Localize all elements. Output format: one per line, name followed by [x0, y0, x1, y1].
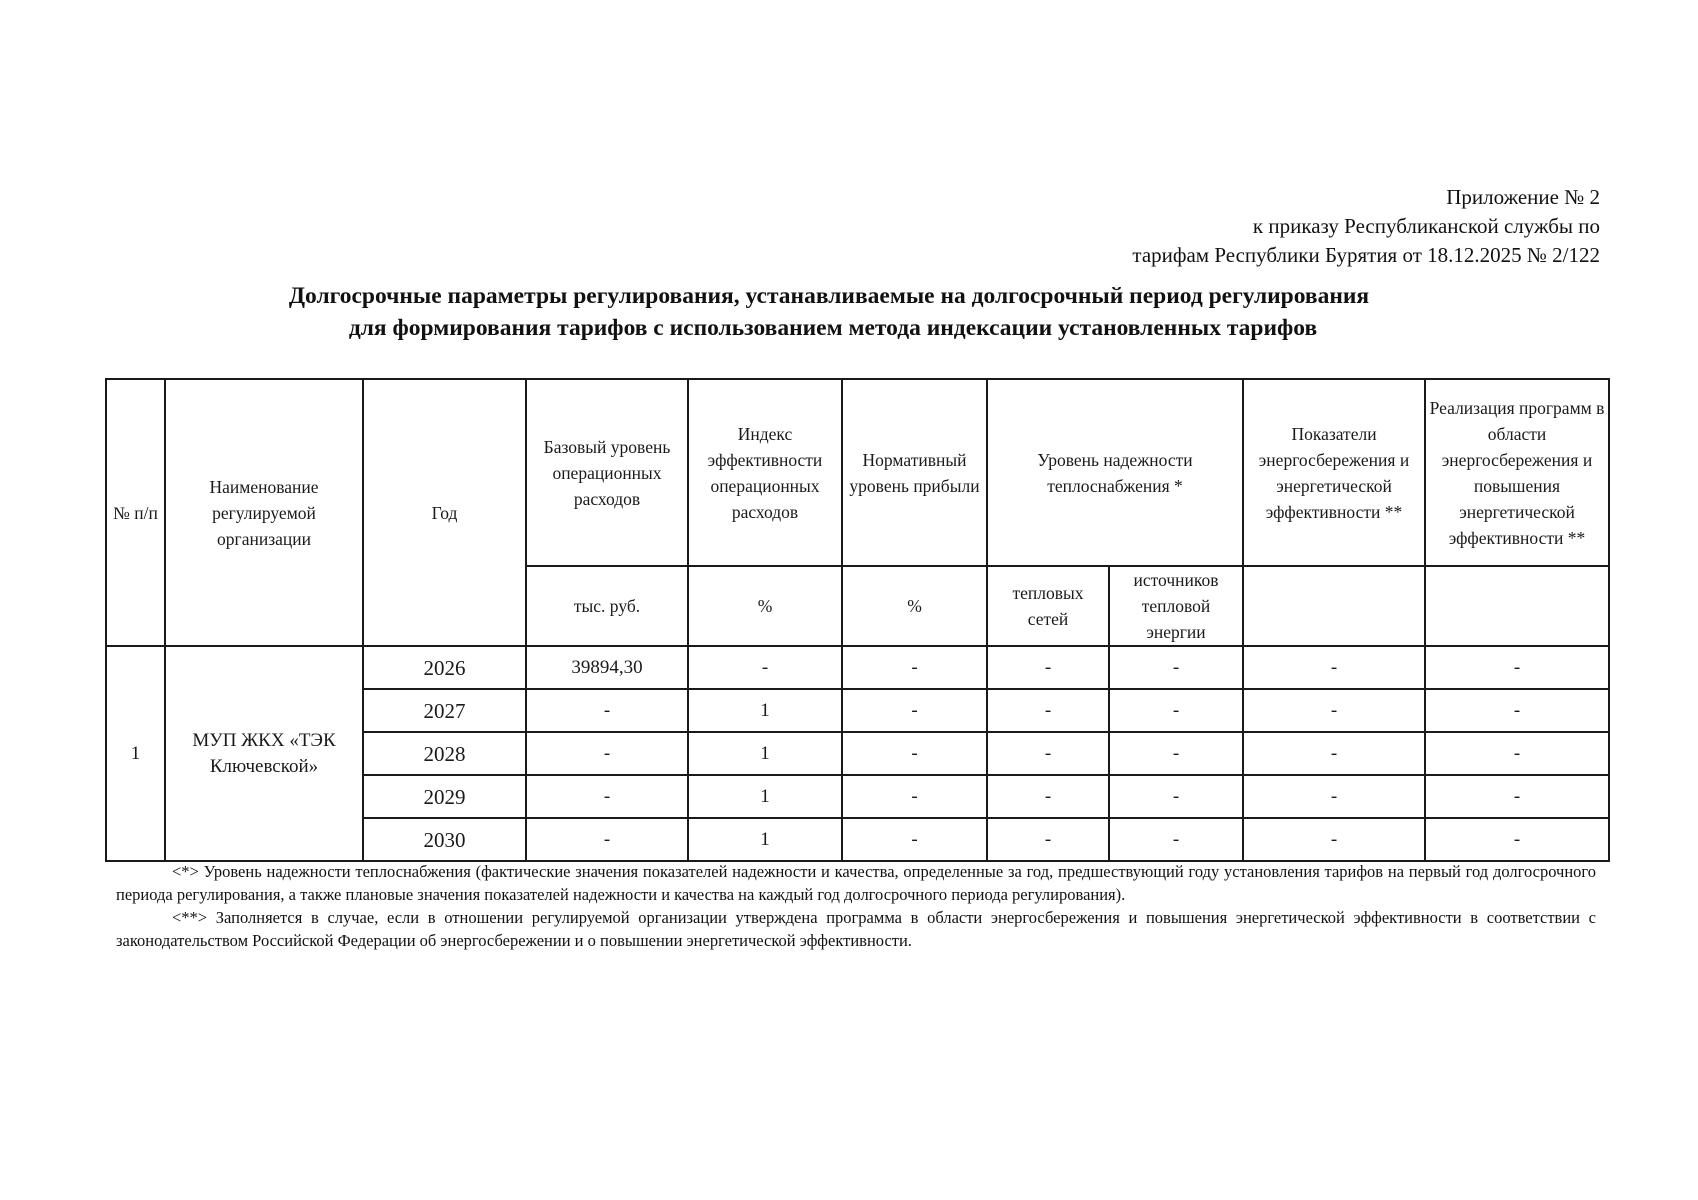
- programs-cell: -: [1425, 689, 1609, 732]
- heat-networks-cell: -: [987, 732, 1109, 775]
- efficiency-index-cell: 1: [688, 732, 842, 775]
- profit-cell: -: [842, 775, 987, 818]
- title-line-2: для формирования тарифов с использованием метода индексации установленных тарифов: [348, 315, 1318, 341]
- programs-cell: -: [1425, 646, 1609, 689]
- header-programs: Реализация программ в области энергосбережения и повышения энергетической эффективности **: [1425, 379, 1609, 566]
- appendix-number: Приложение № 2: [1446, 185, 1600, 209]
- title-line-1: Долгосрочные параметры регулирования, устанавливаемые на долгосрочный период регулирования: [288, 283, 1370, 309]
- header-base-costs: Базовый уровень операционных расходов: [526, 379, 688, 566]
- heat-networks-cell: -: [987, 646, 1109, 689]
- header-org: Наименование регулируемой организации: [165, 379, 363, 646]
- table-row: [106, 646, 1609, 689]
- year-cell: 2028: [363, 732, 526, 775]
- unit-base-costs: тыс. руб.: [526, 566, 688, 646]
- heat-networks-cell: -: [987, 775, 1109, 818]
- profit-cell: -: [842, 732, 987, 775]
- header-reliability: Уровень надежности теплоснабжения *: [987, 379, 1243, 566]
- unit-heat-networks: тепловых сетей: [987, 566, 1109, 646]
- header-year: Год: [363, 379, 526, 646]
- appendix-order-date: тарифам Республики Бурятия от 18.12.2025 № 2/122: [1132, 243, 1600, 267]
- heat-sources-cell: -: [1109, 818, 1243, 861]
- profit-cell: -: [842, 646, 987, 689]
- unit-energy-saving: [1243, 566, 1425, 646]
- year-cell: 2026: [363, 646, 526, 689]
- energy-saving-cell: -: [1243, 689, 1425, 732]
- efficiency-index-cell: -: [688, 646, 842, 689]
- document-title: [0, 280, 1698, 344]
- heat-sources-cell: -: [1109, 732, 1243, 775]
- base-costs-cell: -: [526, 732, 688, 775]
- programs-cell: -: [1425, 818, 1609, 861]
- efficiency-index-cell: 1: [688, 689, 842, 732]
- appendix-order-ref: к приказу Республиканской службы по: [1252, 214, 1600, 238]
- heat-sources-cell: -: [1109, 775, 1243, 818]
- heat-sources-cell: -: [1109, 646, 1243, 689]
- header-profit: Нормативный уровень прибыли: [842, 379, 987, 566]
- footnotes: [116, 860, 1596, 952]
- parameters-table: [105, 378, 1610, 862]
- heat-networks-cell: -: [987, 818, 1109, 861]
- header-num: № п/п: [106, 379, 165, 646]
- org-number-cell: 1: [106, 646, 165, 861]
- heat-networks-cell: -: [987, 689, 1109, 732]
- unit-profit: %: [842, 566, 987, 646]
- unit-heat-sources: источников тепловой энергии: [1109, 566, 1243, 646]
- base-costs-cell: -: [526, 689, 688, 732]
- year-cell: 2029: [363, 775, 526, 818]
- efficiency-index-cell: 1: [688, 818, 842, 861]
- energy-saving-cell: -: [1243, 732, 1425, 775]
- footnote-energy-saving: <**> Заполняется в случае, если в отношении регулируемой организации утверждена программа в области энергосбережения и повышения энергетической эффективности в соответствии с законодательством Российской Федерации об энергосбережении и о повышении энергетической эффективности.: [116, 908, 1596, 950]
- profit-cell: -: [842, 818, 987, 861]
- footnote-reliability: <*> Уровень надежности теплоснабжения (фактические значения показателей надежности и качества, определенные за год, предшествующий году установления тарифов на первый год долгосрочного периода регулирования, а также плановые значения показателей надежности и качества на каждый год долгосрочного периода регулирования).: [116, 862, 1596, 904]
- org-name-cell: МУП ЖКХ «ТЭК Ключевской»: [165, 646, 363, 861]
- header-row: [106, 379, 1609, 566]
- header-energy-saving: Показатели энергосбережения и энергетической эффективности **: [1243, 379, 1425, 566]
- unit-programs: [1425, 566, 1609, 646]
- energy-saving-cell: -: [1243, 646, 1425, 689]
- energy-saving-cell: -: [1243, 818, 1425, 861]
- efficiency-index-cell: 1: [688, 775, 842, 818]
- programs-cell: -: [1425, 775, 1609, 818]
- appendix-block: [1132, 183, 1600, 270]
- programs-cell: -: [1425, 732, 1609, 775]
- base-costs-cell: 39894,30: [526, 646, 688, 689]
- energy-saving-cell: -: [1243, 775, 1425, 818]
- base-costs-cell: -: [526, 775, 688, 818]
- base-costs-cell: -: [526, 818, 688, 861]
- header-efficiency-index: Индекс эффективности операционных расходов: [688, 379, 842, 566]
- unit-efficiency-index: %: [688, 566, 842, 646]
- profit-cell: -: [842, 689, 987, 732]
- heat-sources-cell: -: [1109, 689, 1243, 732]
- year-cell: 2027: [363, 689, 526, 732]
- year-cell: 2030: [363, 818, 526, 861]
